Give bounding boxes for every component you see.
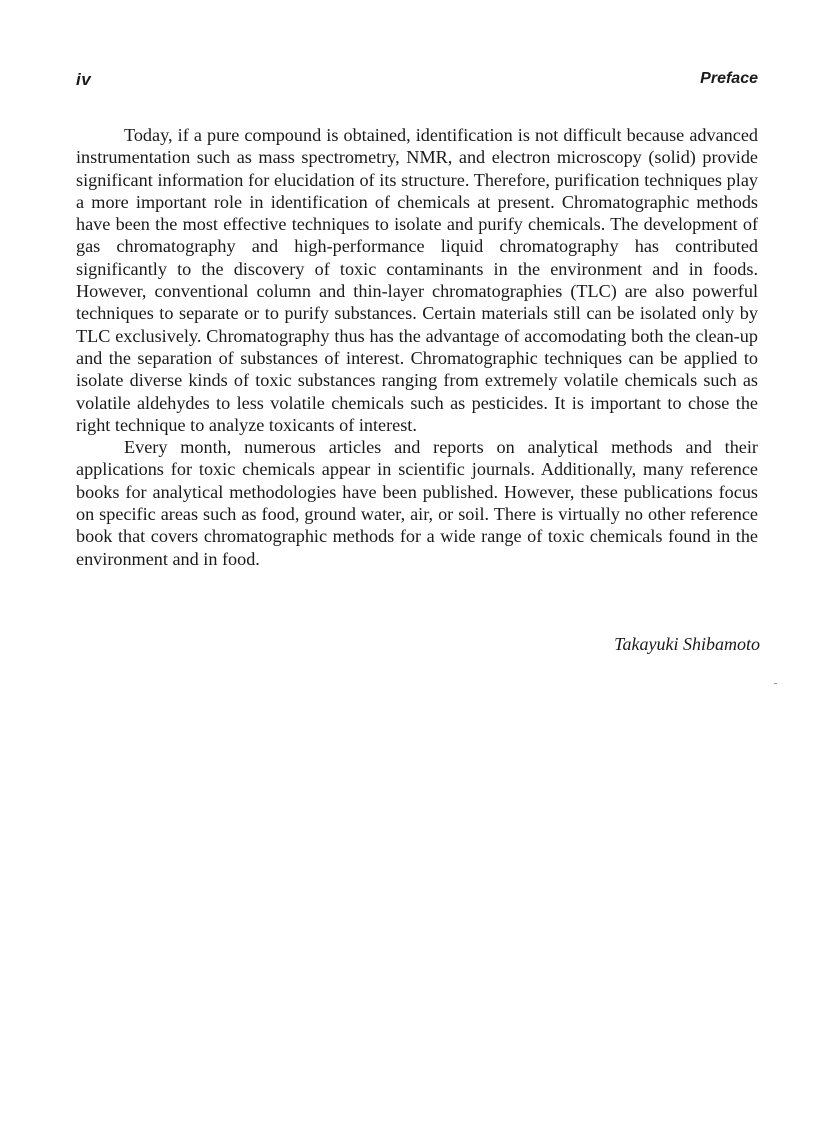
paragraph-2: Every month, numerous articles and reports on analytical methods and their applications for toxic chemicals appear in scientific journals. Additionally, many reference books for analytical methodologies have been published. However, these publications focus on specific areas such as food, ground water, air, or soil. There is virtually no other reference book that covers chromatographic methods for a wide range of toxic chemicals found in the environment and in food. <box>76 437 758 569</box>
scan-speck <box>774 683 777 684</box>
section-title: Preface <box>700 70 758 87</box>
page-number: iv <box>76 70 92 89</box>
author-signature: Takayuki Shibamoto <box>614 634 760 654</box>
preface-body <box>76 124 758 570</box>
running-head <box>76 70 758 94</box>
paragraph-1: Today, if a pure compound is obtained, identification is not difficult because advanced instrumentation such as mass spectrometry, NMR, and electron microscopy (solid) provide significant information for elucidation of its structure. Therefore, purification techniques play a more important role in identification of chemicals at present. Chromatographic methods have been the most effective techniques to isolate and purify chemicals. The development of gas chromatography and high-performance liquid chromatography has contributed significantly to the discovery of toxic contaminants in the environment and in foods. However, conventional column and thin-layer chromatographies (TLC) are also powerful techniques to separate or to purify substances. Certain materials still can be isolated only by TLC exclusively. Chromatography thus has the advantage of accomodating both the clean-up and the separation of substances of interest. Chromatographic techniques can be applied to isolate diverse kinds of toxic substances ranging from extremely volatile chemicals such as volatile aldehydes to less volatile chemicals such as pesticides. It is important to chose the right technique to analyze toxicants of interest. <box>76 125 758 435</box>
